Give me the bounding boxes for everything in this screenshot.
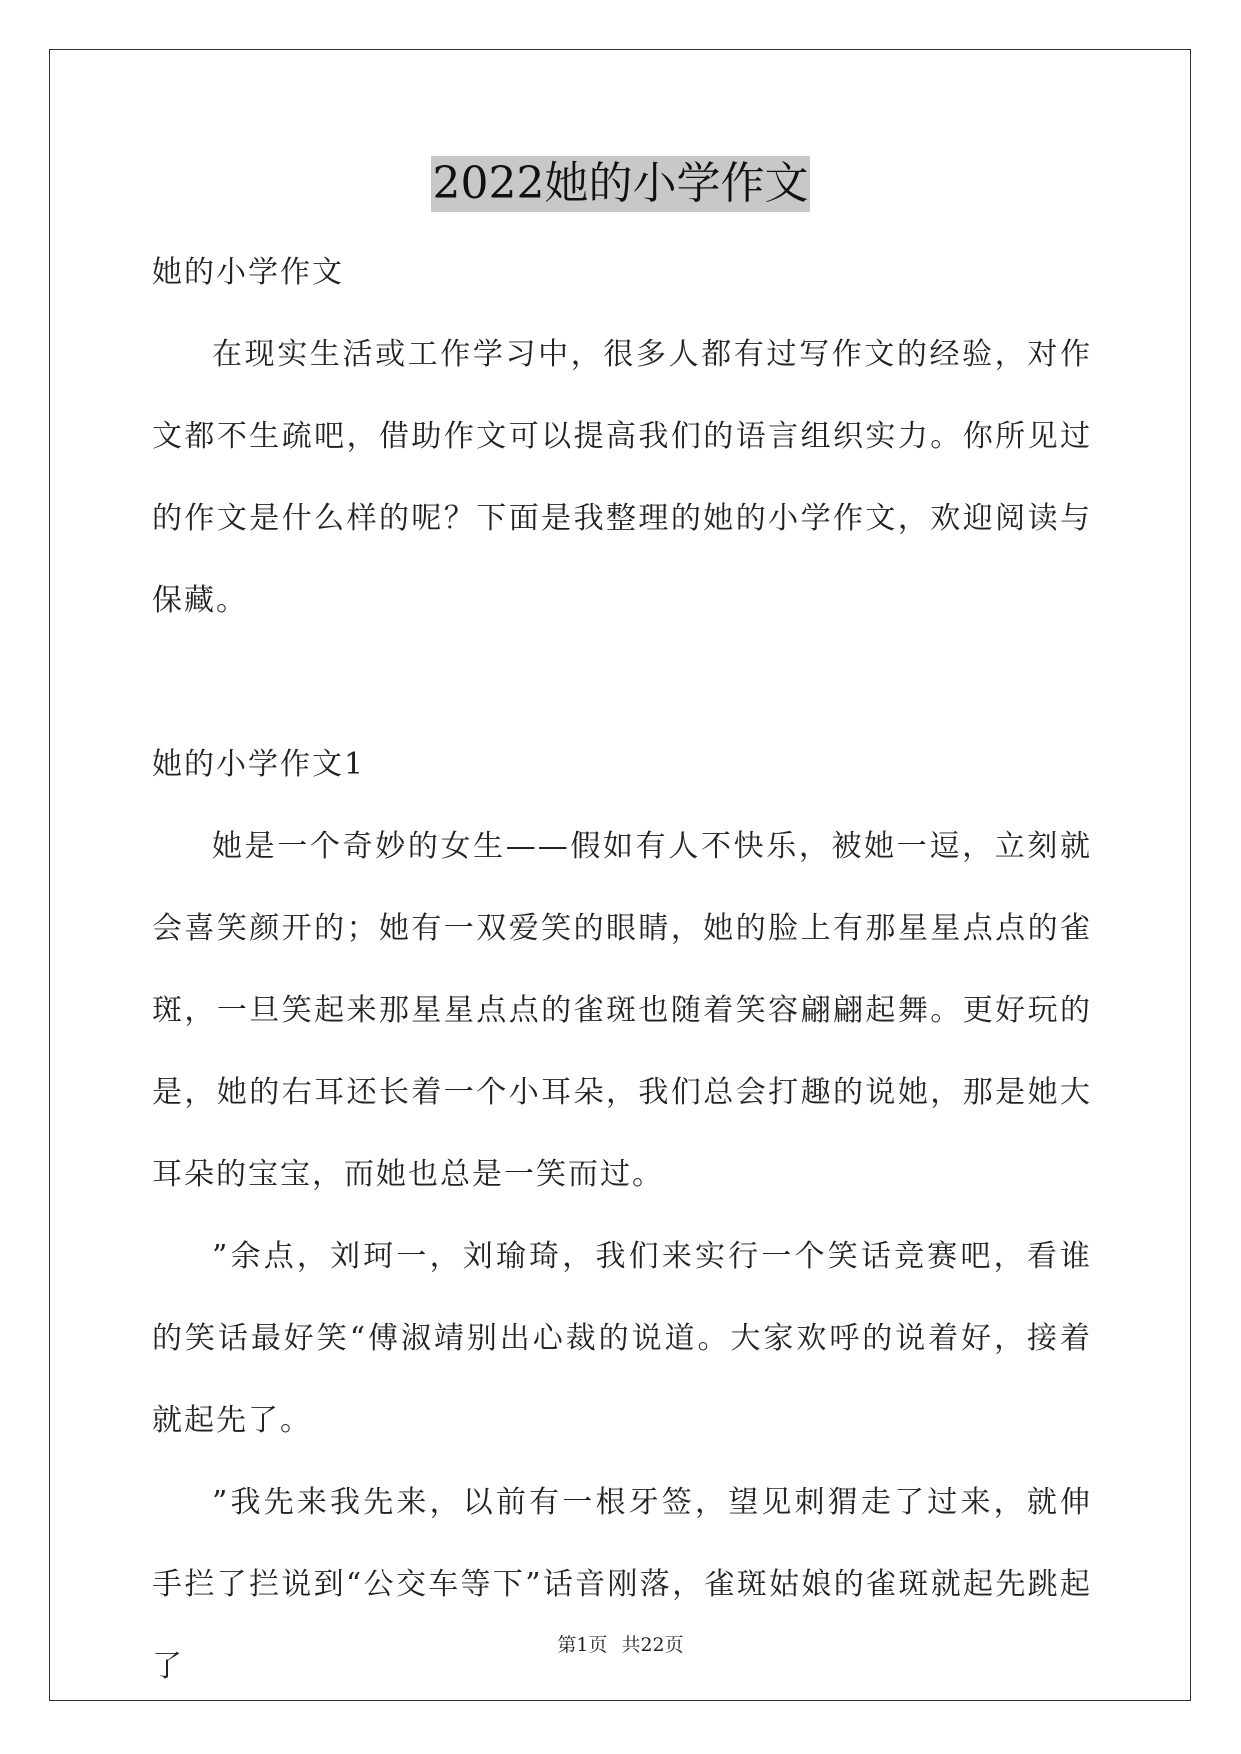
title-container <box>0 156 1241 212</box>
page-footer <box>0 1630 1241 1657</box>
page-number-total: 共22页 <box>621 1634 684 1656</box>
document-subtitle: 她的小学作文 <box>152 255 344 290</box>
document-title: 2022她的小学作文 <box>431 156 811 212</box>
body-paragraph-1: 她是一个奇妙的女生——假如有人不快乐，被她一逗，立刻就会喜笑颜开的；她有一双爱笑的眼睛，她的脸上有那星星点点的雀斑，一旦笑起来那星星点点的雀斑也随着笑容翩翩起舞。更好玩的是，她的右耳还长着一个小耳朵，我们总会打趣的说她，那是她大耳朵的宝宝，而她也总是一笑而过。 <box>152 829 1092 1192</box>
intro-paragraph: 在现实生活或工作学习中，很多人都有过写作文的经验，对作文都不生疏吧，借助作文可以提高我们的语言组织实力。你所见过的作文是什么样的呢？下面是我整理的她的小学作文，欢迎阅读与保藏。 <box>152 337 1092 618</box>
body-paragraph-3: ”我先来我先来，以前有一根牙签，望见刺猬走了过来，就伸手拦了拦说到“公交车等下”话音刚落，雀斑姑娘的雀斑就起先跳起了 <box>152 1485 1092 1684</box>
body-paragraph-2: ”余点，刘珂一，刘瑜琦，我们来实行一个笑话竞赛吧，看谁的笑话最好笑“傅淑靖别出心裁的说道。大家欢呼的说着好，接着就起先了。 <box>152 1239 1092 1438</box>
section-spacer <box>152 642 1092 724</box>
page-number-current: 第1页 <box>557 1634 608 1656</box>
section-heading: 她的小学作文1 <box>152 747 366 782</box>
document-body <box>152 232 1092 1708</box>
